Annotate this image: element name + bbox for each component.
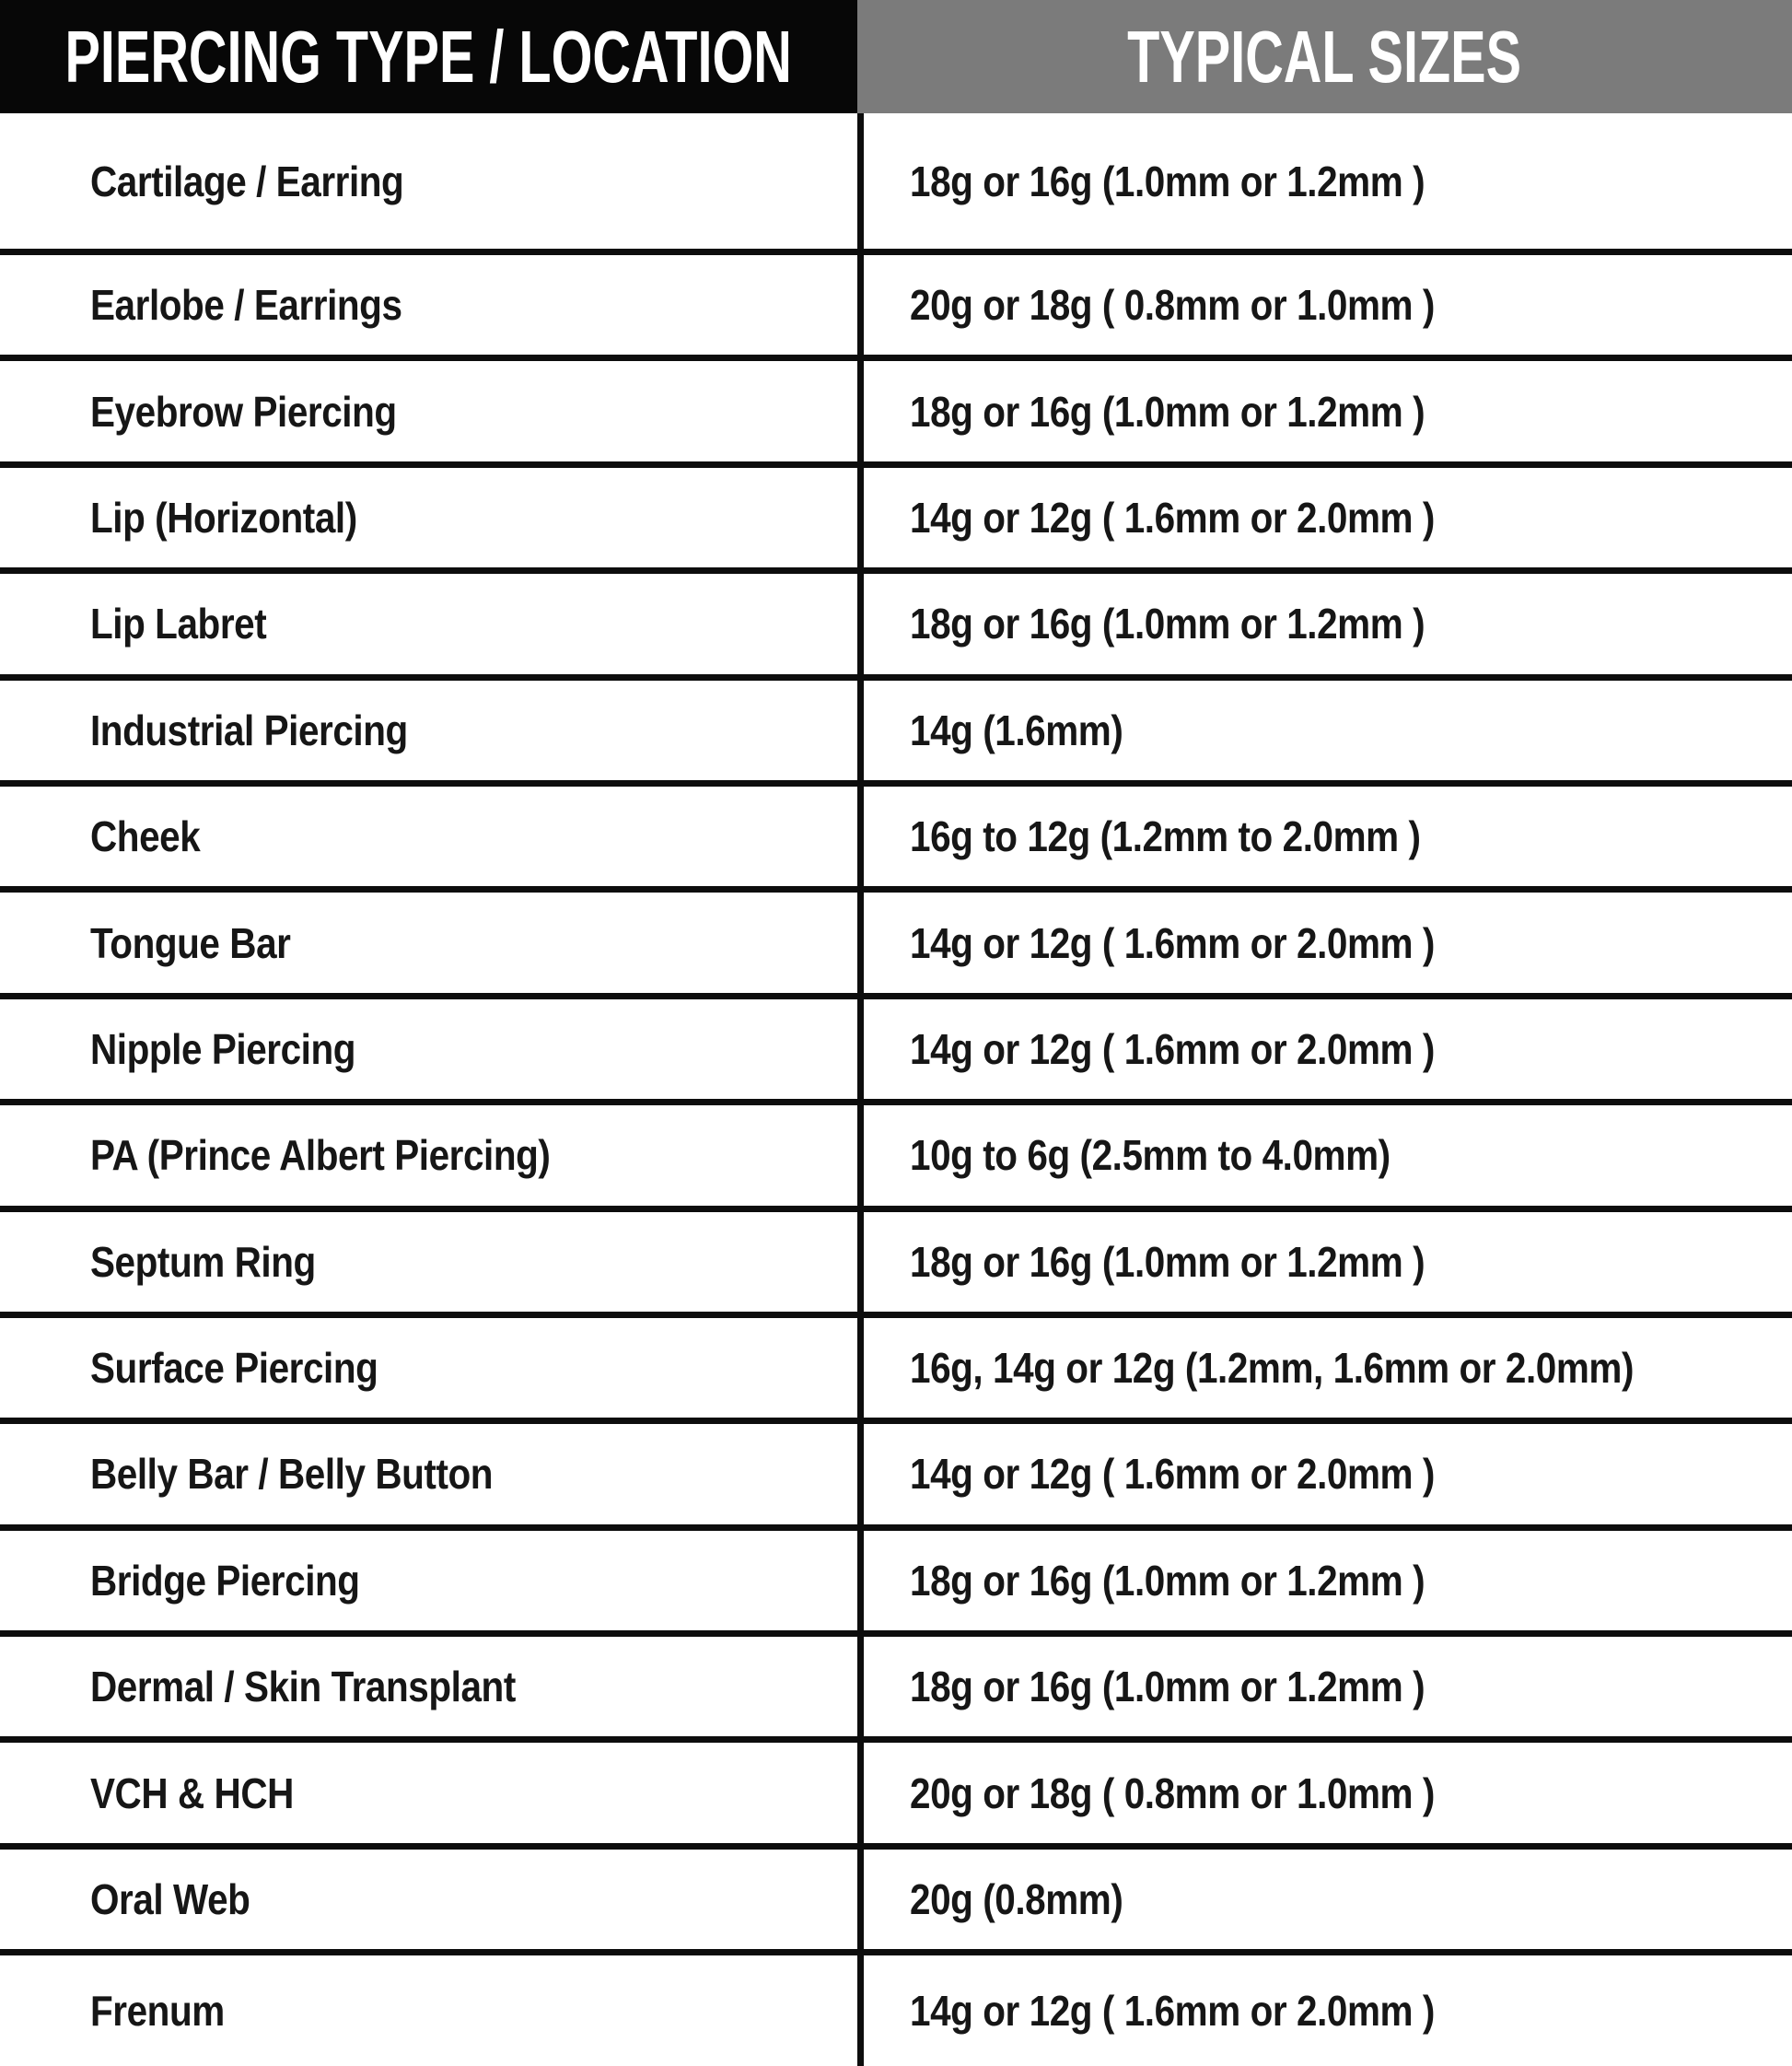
piercing-type-cell <box>0 893 857 992</box>
table-row <box>0 1736 1792 1842</box>
piercing-type-value: Tongue Bar <box>90 918 291 967</box>
piercing-type-cell <box>0 1212 857 1312</box>
typical-size-cell <box>857 681 1792 780</box>
typical-size-cell <box>857 1637 1792 1736</box>
piercing-type-value: Dermal / Skin Transplant <box>90 1663 516 1711</box>
table-row <box>0 1843 1792 1949</box>
piercing-type-cell <box>0 1743 857 1842</box>
typical-size-value: 14g (1.6mm) <box>910 706 1123 754</box>
piercing-type-cell <box>0 468 857 567</box>
piercing-type-value: VCH & HCH <box>90 1768 294 1817</box>
piercing-type-cell <box>0 1531 857 1630</box>
typical-size-cell <box>857 1850 1792 1949</box>
typical-size-value: 14g or 12g ( 1.6mm or 2.0mm ) <box>910 1450 1435 1499</box>
typical-size-cell <box>857 574 1792 673</box>
table-row <box>0 1418 1792 1523</box>
piercing-type-cell <box>0 999 857 1099</box>
piercing-type-cell <box>0 1424 857 1523</box>
piercing-type-cell <box>0 574 857 673</box>
typical-size-cell <box>857 255 1792 355</box>
typical-size-cell <box>857 1531 1792 1630</box>
table-row <box>0 1099 1792 1205</box>
typical-size-cell <box>857 999 1792 1099</box>
column-header-typical-sizes-label: TYPICAL SIZES <box>1127 15 1522 98</box>
typical-size-cell <box>857 1105 1792 1205</box>
piercing-type-value: Nipple Piercing <box>90 1024 356 1073</box>
table-row <box>0 780 1792 886</box>
piercing-type-cell <box>0 255 857 355</box>
table-header-row <box>0 0 1792 113</box>
typical-size-value: 18g or 16g (1.0mm or 1.2mm ) <box>910 1663 1425 1711</box>
piercing-type-cell <box>0 1105 857 1205</box>
piercing-type-value: Bridge Piercing <box>90 1556 360 1605</box>
typical-size-value: 10g to 6g (2.5mm to 4.0mm) <box>910 1131 1391 1180</box>
piercing-type-value: Eyebrow Piercing <box>90 387 397 436</box>
typical-size-cell <box>857 1955 1792 2066</box>
table-row <box>0 249 1792 355</box>
piercing-type-value: Septum Ring <box>90 1237 316 1286</box>
typical-size-value: 14g or 12g ( 1.6mm or 2.0mm ) <box>910 493 1435 542</box>
piercing-type-value: Oral Web <box>90 1875 250 1924</box>
table-row <box>0 355 1792 461</box>
typical-size-cell <box>857 1212 1792 1312</box>
piercing-type-cell <box>0 1850 857 1949</box>
typical-size-cell <box>857 787 1792 886</box>
table-row <box>0 1630 1792 1736</box>
typical-size-value: 16g, 14g or 12g (1.2mm, 1.6mm or 2.0mm) <box>910 1344 1635 1393</box>
piercing-type-value: Lip Labret <box>90 600 267 648</box>
table-body <box>0 113 1792 2066</box>
typical-size-value: 18g or 16g (1.0mm or 1.2mm ) <box>910 1237 1425 1286</box>
typical-size-cell <box>857 113 1792 249</box>
typical-size-value: 18g or 16g (1.0mm or 1.2mm ) <box>910 387 1425 436</box>
typical-size-cell <box>857 361 1792 461</box>
table-row <box>0 674 1792 780</box>
typical-size-value: 20g or 18g ( 0.8mm or 1.0mm ) <box>910 281 1435 330</box>
table-row <box>0 1949 1792 2066</box>
piercing-type-value: Industrial Piercing <box>90 706 408 754</box>
piercing-type-value: Cheek <box>90 812 201 861</box>
piercing-type-cell <box>0 787 857 886</box>
typical-size-value: 18g or 16g (1.0mm or 1.2mm ) <box>910 1556 1425 1605</box>
table-row <box>0 993 1792 1099</box>
typical-size-value: 18g or 16g (1.0mm or 1.2mm ) <box>910 600 1425 648</box>
piercing-type-value: Lip (Horizontal) <box>90 493 357 542</box>
piercing-type-cell <box>0 113 857 249</box>
piercing-type-value: Belly Bar / Belly Button <box>90 1450 494 1499</box>
piercing-type-cell <box>0 1955 857 2066</box>
piercing-type-cell <box>0 1637 857 1736</box>
piercing-type-value: Cartilage / Earring <box>90 157 404 205</box>
piercing-type-cell <box>0 681 857 780</box>
typical-size-value: 20g or 18g ( 0.8mm or 1.0mm ) <box>910 1768 1435 1817</box>
column-header-piercing-type <box>0 0 857 113</box>
table-row <box>0 567 1792 673</box>
typical-size-value: 18g or 16g (1.0mm or 1.2mm ) <box>910 157 1425 205</box>
table-row <box>0 113 1792 249</box>
table-row <box>0 1206 1792 1312</box>
table-row <box>0 1312 1792 1418</box>
piercing-type-value: Earlobe / Earrings <box>90 281 402 330</box>
typical-size-cell <box>857 893 1792 992</box>
typical-size-value: 14g or 12g ( 1.6mm or 2.0mm ) <box>910 1024 1435 1073</box>
typical-size-cell <box>857 1743 1792 1842</box>
column-header-piercing-type-label: PIERCING TYPE / LOCATION <box>64 15 793 98</box>
column-header-typical-sizes <box>857 0 1792 113</box>
typical-size-value: 14g or 12g ( 1.6mm or 2.0mm ) <box>910 1987 1435 2036</box>
piercing-type-value: Surface Piercing <box>90 1344 378 1393</box>
piercing-type-cell <box>0 361 857 461</box>
table-row <box>0 1524 1792 1630</box>
piercing-type-value: PA (Prince Albert Piercing) <box>90 1131 551 1180</box>
typical-size-value: 14g or 12g ( 1.6mm or 2.0mm ) <box>910 918 1435 967</box>
typical-size-value: 20g (0.8mm) <box>910 1875 1123 1924</box>
table-row <box>0 461 1792 567</box>
table-row <box>0 886 1792 992</box>
typical-size-cell <box>857 468 1792 567</box>
piercing-type-cell <box>0 1318 857 1418</box>
piercing-type-value: Frenum <box>90 1987 225 2036</box>
typical-size-cell <box>857 1424 1792 1523</box>
typical-size-value: 16g to 12g (1.2mm to 2.0mm ) <box>910 812 1421 861</box>
typical-size-cell <box>857 1318 1792 1418</box>
